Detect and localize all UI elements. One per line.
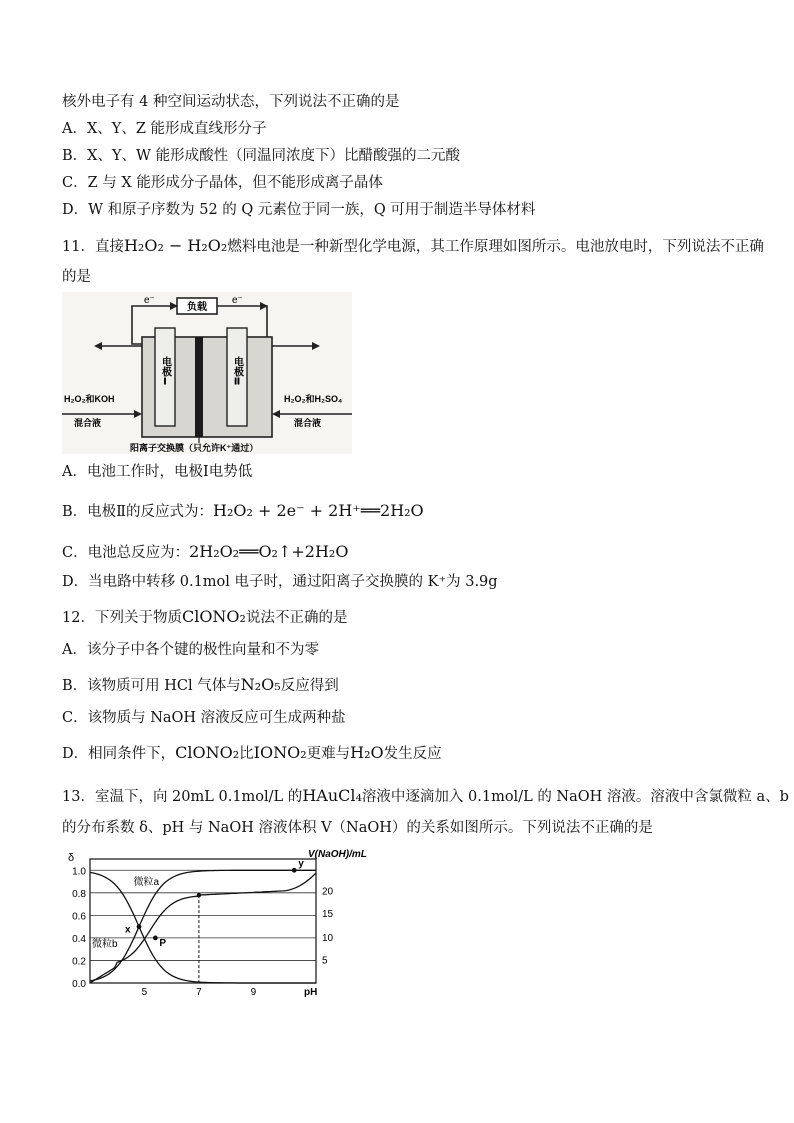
distribution-chart [60,845,367,1005]
series-a-label: 微粒a [133,876,160,888]
q11-option-b-prefix: B．电极Ⅱ的反应式为： [62,504,214,520]
y-right-tick-label: 10 [322,932,334,944]
point-P [153,936,158,941]
q11-option-d: D．当电路中转移 0.1mol 电子时，通过阳离子交换膜的 K⁺为 3.9g [62,574,498,590]
y-right-tick-label: 5 [322,955,328,967]
q11-option-a: A．电池工作时，电极Ⅰ电势低 [62,464,253,480]
electron-left-label: e⁻ [144,295,155,306]
q11-stem [62,236,764,257]
q12-stem [62,607,347,628]
y-left-tick-label: 0.6 [72,911,86,923]
chart-curves [90,868,316,983]
q13-suffix: 溶液中逐滴加入 0.1mol/L 的 NaOH 溶液。溶液中含氯微粒 a、b [361,789,789,805]
q12-option-d-mid2: 更难与 [306,746,351,762]
left-input-label-2: 混合液 [74,418,102,428]
q12-option-d-prefix: D．相同条件下， [62,746,176,762]
point-x [137,924,142,929]
membrane-label: 阳离子交换膜（只允许K⁺通过） [130,443,259,453]
series-b-curve [90,870,316,981]
q12-suffix: 说法不正确的是 [245,610,348,626]
q13-stem [62,786,789,807]
q12-option-b-prefix: B．该物质可用 HCl 气体与 [62,678,241,694]
y-left-axis-label: δ [68,852,75,864]
q12-option-b [62,675,339,696]
q11-option-b [62,501,424,522]
q10-option-c: C．Z 与 X 能形成分子晶体，但不能形成离子晶体 [62,175,383,191]
y-right-tick-label: 20 [322,886,334,898]
q13-prefix: 13．室温下，向 20mL 0.1mol/L 的 [62,789,303,805]
q10-option-b: B．X、Y、W 能形成酸性（同温同浓度下）比醋酸强的二元酸 [62,148,461,164]
chart-labels [68,849,367,998]
q12-option-d-mid: 比 [239,746,254,762]
q13-formula: HAuCl₄ [302,786,362,805]
q10-stem: 核外电子有 4 种空间运动状态，下列说法不正确的是 [62,94,400,110]
left-input-label: H₂O₂和KOH [64,394,115,404]
x-tick-label: 5 [141,987,148,998]
electrode-1-label: 电极Ⅰ [159,356,171,388]
q12-option-d-formula-2: IONO₂ [253,743,307,762]
q11-option-c-equation: 2H₂O₂══O₂↑+2H₂O [189,542,349,561]
q12-option-c: C．该物质与 NaOH 溶液反应可生成两种盐 [62,710,346,726]
q11-option-c-prefix: C．电池总反应为： [62,545,190,561]
q10-option-d: D．W 和原子序数为 52 的 Q 元素位于同一族，Q 可用于制造半导体材料 [62,202,536,218]
q12-option-b-suffix: 反应得到 [280,678,339,694]
q12-option-d-formula-3: H₂O [350,743,384,762]
series-b-label: 微粒b [92,938,118,950]
q12-prefix: 12．下列关于物质 [62,610,182,626]
dashed-marker-point [197,893,201,897]
q11-option-b-equation: H₂O₂ + 2e⁻ + 2H⁺══2H₂O [213,501,424,520]
point-y [292,868,297,873]
plot-frame [90,859,316,983]
y-left-tick-label: 0.8 [72,888,86,900]
x-axis-label: pH [304,987,318,998]
y-left-tick-label: 0.2 [72,956,86,968]
q11-prefix: 11．直接 [62,239,124,255]
point-label-x: x [125,924,131,936]
point-label-y: y [298,858,304,870]
right-input-label-2: 混合液 [294,418,322,428]
y-right-tick-label: 15 [322,909,334,921]
right-input-label: H₂O₂和H₂SO₄ [284,394,343,404]
x-tick-label: 9 [250,987,257,998]
y-left-tick-label: 0.4 [72,933,86,945]
q13-stem-cont: 的分布系数 δ、pH 与 NaOH 溶液体积 V（NaOH）的关系如图所示。下列说法不正确的是 [62,820,653,836]
q12-option-d-suffix: 发生反应 [383,746,442,762]
q11-option-c [62,542,348,563]
q10-option-a: A．X、Y、Z 能形成直线形分子 [62,121,267,137]
q11-stem-cont: 的是 [62,269,91,285]
q12-option-b-formula: N₂O₅ [240,675,281,694]
q12-option-d-formula-1: ClONO₂ [175,743,240,762]
electron-right-label: e⁻ [232,295,243,306]
titration-curve [90,873,316,983]
series-a-curve [90,872,316,983]
load-label: 负载 [187,302,207,313]
q11-suffix: 燃料电池是一种新型化学电源，其工作原理如图所示。电池放电时，下列说法不正确 [227,239,764,255]
electrode-2-label: 电极Ⅱ [231,356,243,388]
battery-diagram [62,292,352,454]
q12-formula: ClONO₂ [181,607,246,626]
membrane [195,337,203,437]
y-left-tick-label: 0.0 [72,979,86,990]
q11-formula: H₂O₂ − H₂O₂ [123,236,228,255]
chart-grid [90,859,316,983]
y-left-tick-label: 1.0 [72,866,86,878]
q12-option-d [62,743,442,764]
point-label-P: P [159,937,167,949]
y-right-axis-label: V(NaOH)/mL [308,849,367,860]
q12-option-a: A．该分子中各个键的极性向量和不为零 [62,642,319,658]
x-tick-label: 7 [196,987,202,998]
